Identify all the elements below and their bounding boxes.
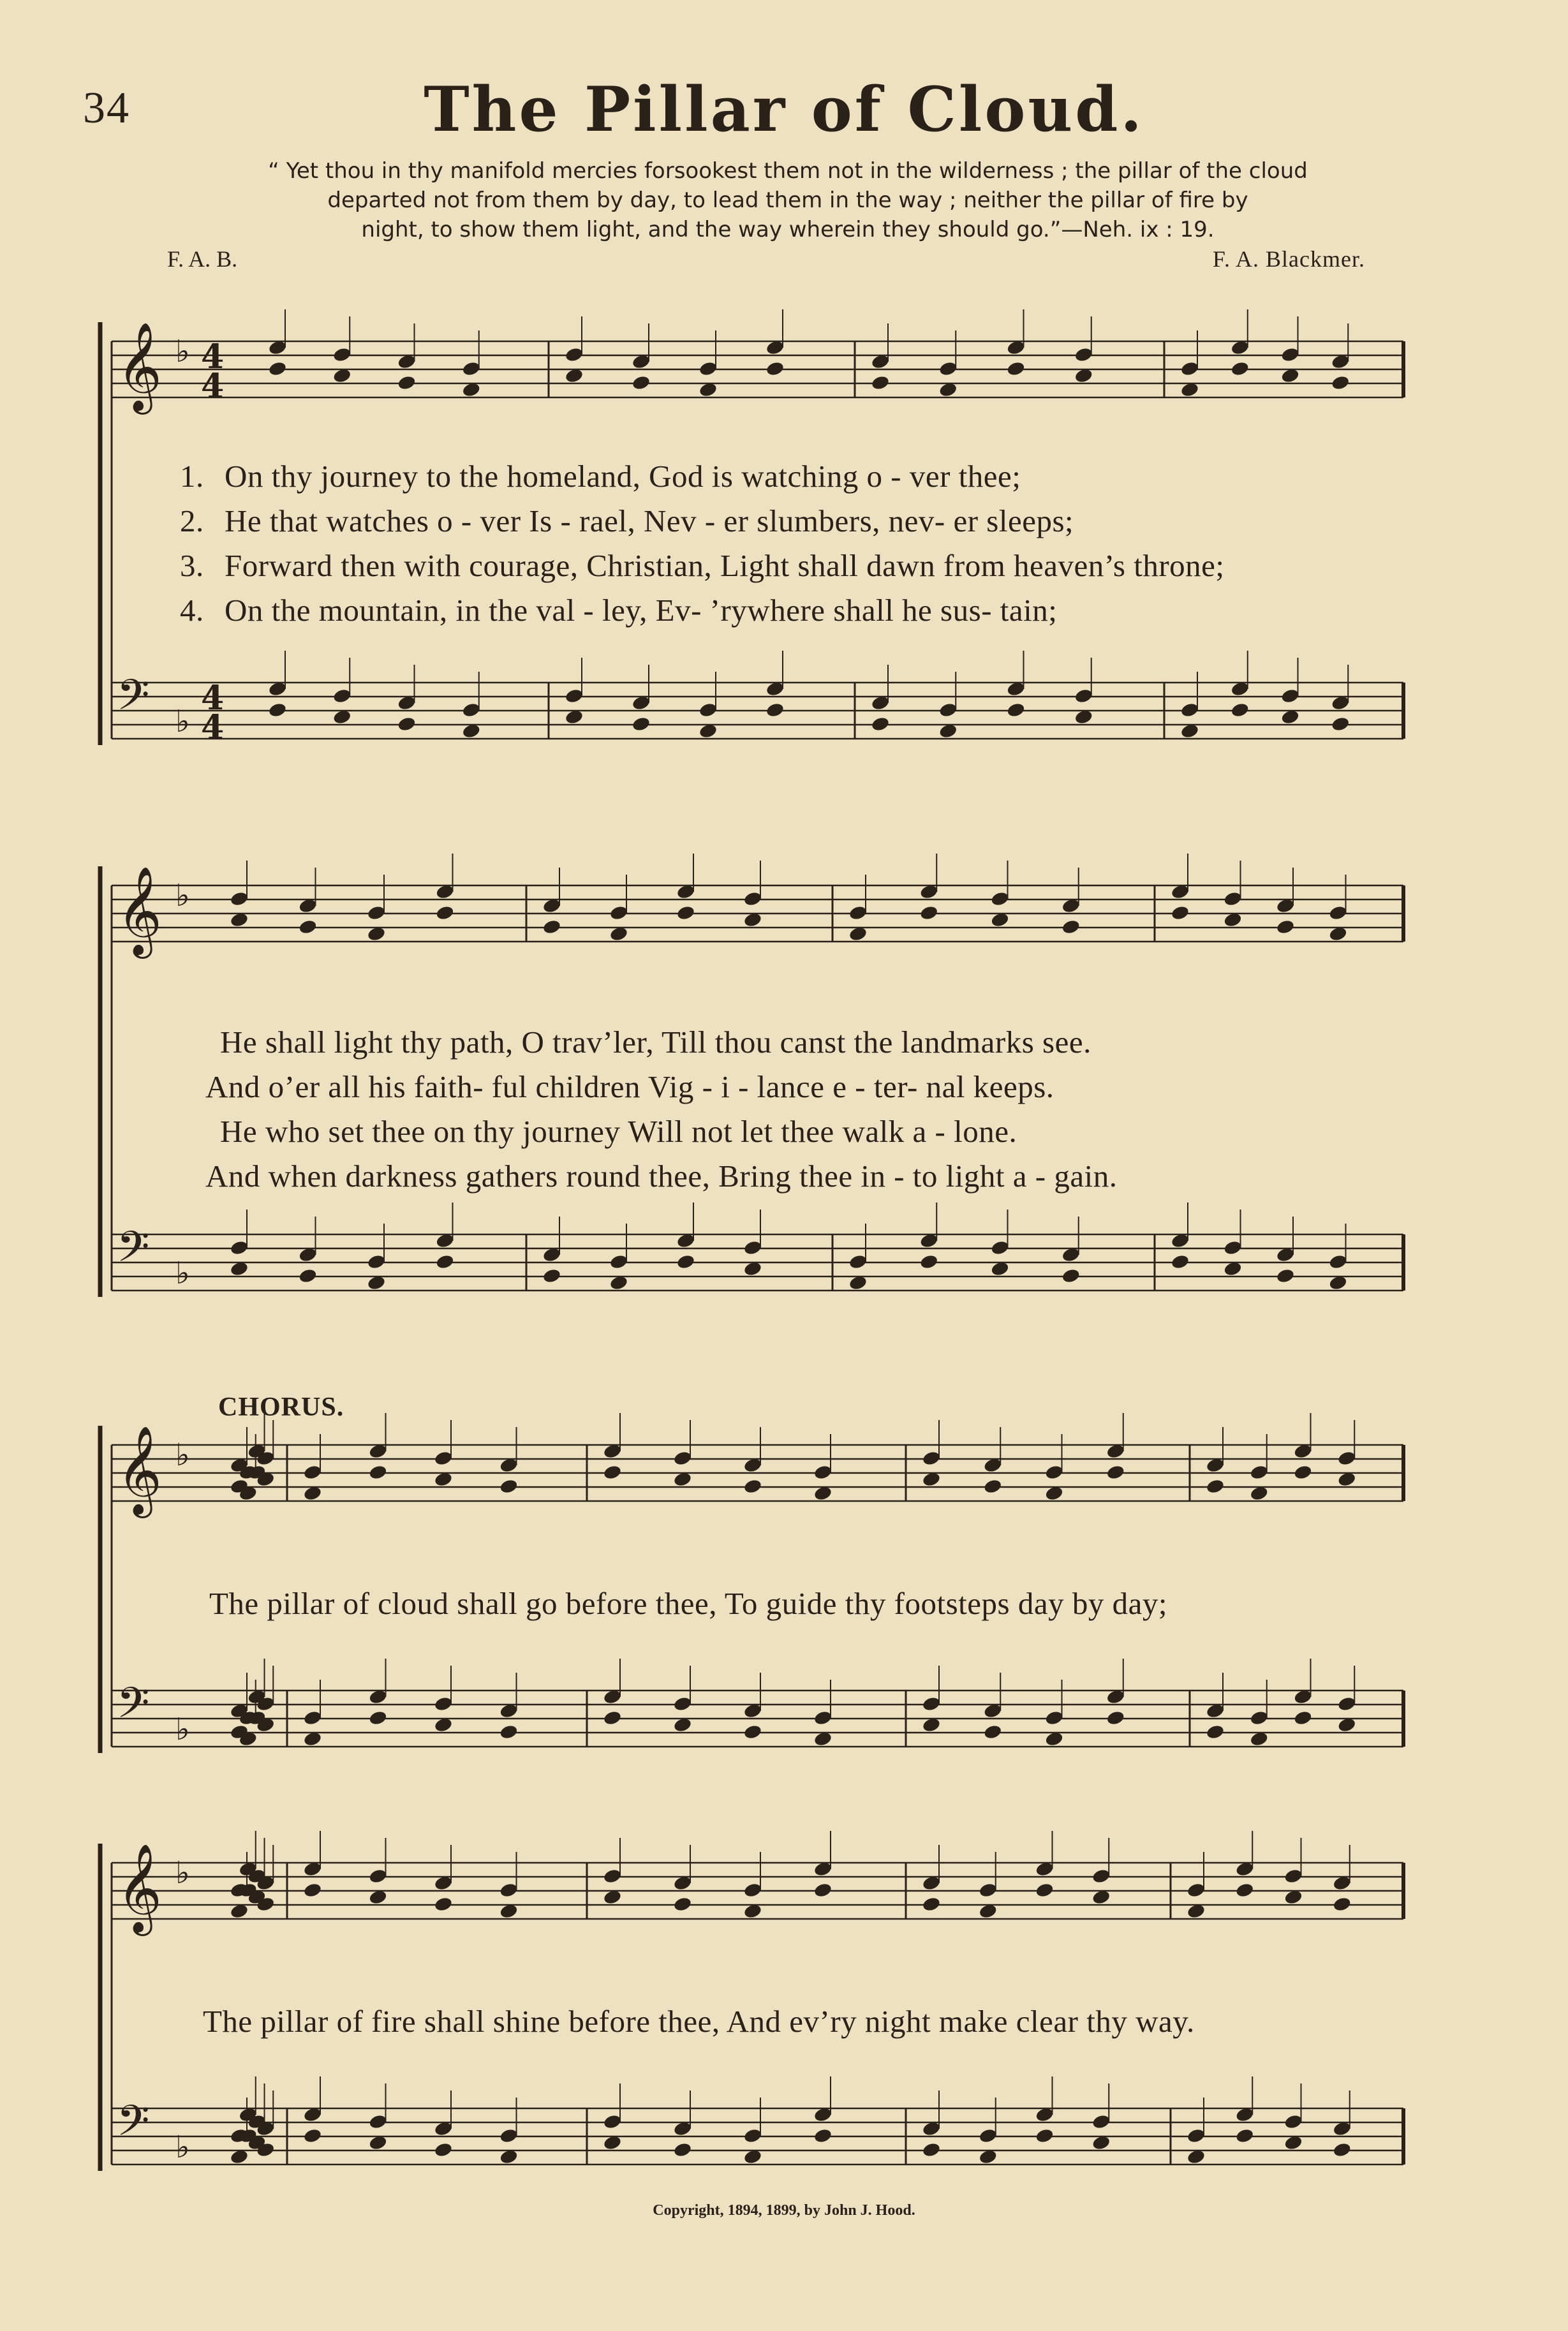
notehead	[813, 1464, 833, 1481]
key-flat: ♭	[175, 1437, 190, 1473]
treble-clef: 𝄞	[117, 322, 162, 411]
notehead	[978, 2128, 998, 2144]
notehead	[565, 688, 584, 704]
notehead	[1106, 1464, 1125, 1481]
bass-clef: 𝄢	[117, 2096, 150, 2156]
notehead	[990, 891, 1010, 907]
notehead	[603, 2113, 623, 2130]
notehead	[673, 1896, 693, 1913]
verse-text: Forward then with courage, Christian, Light shall dawn from heaven’s throne;	[225, 548, 1225, 583]
chorus-label: CHORUS.	[218, 1393, 344, 1422]
notehead	[609, 1254, 629, 1270]
notehead	[1187, 1882, 1206, 1898]
notehead	[368, 1464, 388, 1481]
key-flat: ♭	[175, 1855, 190, 1891]
copyright-notice: Copyright, 1894, 1899, by John J. Hood.	[653, 2202, 915, 2219]
notehead	[766, 360, 785, 377]
notehead	[368, 2113, 388, 2130]
notehead	[368, 1868, 388, 1884]
notehead	[1276, 1268, 1296, 1284]
notehead	[435, 1254, 455, 1270]
notehead	[332, 346, 352, 363]
time-signature: 4	[201, 679, 225, 718]
key-flat: ♭	[175, 878, 190, 914]
notehead	[603, 1710, 623, 1726]
notehead	[743, 1478, 763, 1495]
notehead	[1293, 1464, 1313, 1481]
notehead	[673, 2142, 693, 2158]
notehead	[434, 2142, 454, 2158]
notehead	[1074, 346, 1093, 363]
epigraph-line: “ Yet thou in thy manifold mercies forsookest them not in the wilderness ; the pillar of the cloud	[268, 158, 1308, 184]
verse-2-line-1	[180, 503, 1074, 539]
notehead	[938, 702, 958, 718]
notehead	[813, 1882, 833, 1898]
notehead	[499, 1724, 519, 1740]
treble-clef: 𝄞	[117, 1844, 162, 1932]
notehead	[499, 1478, 519, 1495]
time-signature: 4	[201, 708, 225, 747]
notehead	[922, 1896, 942, 1913]
notehead	[743, 1240, 763, 1256]
notehead	[632, 374, 651, 391]
verse-text: On the mountain, in the val - ley, Ev- ’rywhere shall he sus- tain;	[225, 593, 1058, 628]
notehead	[1235, 1882, 1255, 1898]
notehead	[542, 1268, 562, 1284]
treble-clef: 𝄞	[117, 866, 162, 955]
verse-4-line-2: And when darkness gathers round thee, Bring thee in - to light a - gain.	[205, 1158, 1118, 1194]
notehead	[230, 1240, 249, 1256]
notehead	[367, 905, 387, 921]
notehead	[435, 905, 455, 921]
time-signature: 4	[201, 337, 225, 376]
notehead	[603, 1464, 623, 1481]
notehead	[499, 2128, 519, 2144]
verse-number: 4.	[180, 593, 204, 628]
time-signature: 4	[201, 367, 225, 406]
notehead	[499, 1882, 519, 1898]
notehead	[434, 1450, 454, 1467]
notehead	[1180, 702, 1200, 718]
notehead	[1283, 2113, 1303, 2130]
bass-clef: 𝄢	[117, 1222, 150, 1282]
notehead	[919, 1254, 939, 1270]
notehead	[565, 346, 584, 363]
notehead	[1074, 688, 1093, 704]
notehead	[268, 360, 288, 377]
notehead	[848, 905, 868, 921]
chorus-line-1: The pillar of cloud shall go before thee, To guide thy footsteps day by day;	[209, 1586, 1167, 1621]
key-flat: ♭	[175, 704, 190, 739]
key-flat: ♭	[175, 1712, 190, 1747]
notehead	[1230, 702, 1250, 718]
notehead	[743, 891, 763, 907]
notehead	[1331, 374, 1350, 391]
notehead	[1249, 1464, 1269, 1481]
notehead	[303, 1882, 323, 1898]
notehead	[1332, 1896, 1352, 1913]
verse-number: 1.	[180, 459, 204, 494]
notehead	[983, 1478, 1003, 1495]
notehead	[1091, 2113, 1111, 2130]
notehead	[1106, 1710, 1125, 1726]
notehead	[609, 905, 629, 921]
hymn-title: The Pillar of Cloud.	[424, 73, 1144, 145]
verse-1-line-1	[180, 458, 1021, 494]
notehead	[1337, 1696, 1357, 1712]
notehead	[1230, 360, 1250, 377]
page-number: 34	[83, 84, 130, 133]
notehead	[922, 1696, 942, 1712]
notehead	[673, 1696, 693, 1712]
notehead	[871, 374, 891, 391]
notehead	[1283, 1868, 1303, 1884]
notehead	[368, 1710, 388, 1726]
notehead	[461, 702, 481, 718]
notehead	[673, 1450, 693, 1467]
notehead	[1223, 891, 1243, 907]
notehead	[743, 1882, 763, 1898]
notehead	[699, 360, 718, 377]
verse-2-line-2: And o’er all his faith- ful children Vig - i - lance e - ter- nal keeps.	[205, 1069, 1054, 1104]
notehead	[434, 1696, 454, 1712]
notehead	[871, 716, 891, 732]
notehead	[230, 891, 249, 907]
notehead	[699, 702, 718, 718]
notehead	[1180, 360, 1200, 377]
key-flat: ♭	[175, 334, 190, 369]
key-flat: ♭	[175, 1255, 190, 1291]
notehead	[1006, 360, 1026, 377]
notehead	[813, 2128, 833, 2144]
notehead	[1006, 702, 1026, 718]
notehead	[542, 919, 562, 935]
composer-credit: F. A. Blackmer.	[1212, 246, 1365, 272]
verse-number: 2.	[180, 503, 204, 538]
treble-clef: 𝄞	[117, 1426, 162, 1514]
notehead	[1206, 1724, 1225, 1740]
key-flat: ♭	[175, 2129, 190, 2165]
lyricist-credit: F. A. B.	[167, 246, 238, 272]
notehead	[1187, 2128, 1206, 2144]
notehead	[922, 1450, 942, 1467]
verse-number: 3.	[180, 548, 204, 583]
notehead	[332, 688, 352, 704]
notehead	[1206, 1478, 1225, 1495]
notehead	[1223, 1240, 1243, 1256]
notehead	[1328, 905, 1348, 921]
notehead	[1328, 1254, 1348, 1270]
notehead	[1280, 346, 1300, 363]
notehead	[1171, 905, 1190, 921]
verse-1-line-2: He shall light thy path, O trav’ler, Till thou canst the landmarks see.	[220, 1025, 1091, 1060]
notehead	[676, 905, 696, 921]
notehead	[813, 1710, 833, 1726]
epigraph-line: departed not from them by day, to lead them in the way ; neither the pillar of fire by	[327, 188, 1248, 213]
notehead	[1249, 1710, 1269, 1726]
verse-3-line-2: He who set thee on thy journey Will not let thee walk a - lone.	[220, 1114, 1017, 1149]
notehead	[766, 702, 785, 718]
notehead	[743, 1724, 763, 1740]
notehead	[1044, 1710, 1064, 1726]
verse-text: He that watches o - ver Is - rael, Nev - er slumbers, nev- er sleeps;	[225, 503, 1074, 538]
notehead	[1276, 919, 1296, 935]
notehead	[303, 2128, 323, 2144]
notehead	[1293, 1710, 1313, 1726]
notehead	[1331, 716, 1350, 732]
notehead	[397, 716, 417, 732]
notehead	[978, 1882, 998, 1898]
verse-4-line-1	[180, 592, 1057, 628]
chorus-line-2: The pillar of fire shall shine before thee, And ev’ry night make clear thy way.	[203, 2004, 1195, 2039]
notehead	[1044, 1464, 1064, 1481]
notehead	[848, 1254, 868, 1270]
notehead	[1171, 1254, 1190, 1270]
notehead	[919, 905, 939, 921]
notehead	[303, 1464, 323, 1481]
notehead	[1280, 688, 1300, 704]
verse-text: On thy journey to the homeland, God is watching o - ver thee;	[225, 459, 1021, 494]
notehead	[1332, 2142, 1352, 2158]
epigraph-line: night, to show them light, and the way wherein they should go.”—Neh. ix : 19.	[361, 217, 1215, 242]
notehead	[303, 1710, 323, 1726]
notehead	[397, 374, 417, 391]
verse-3-line-1	[180, 547, 1225, 584]
bass-clef: 𝄢	[117, 1678, 150, 1738]
notehead	[983, 1724, 1003, 1740]
bass-clef: 𝄢	[117, 670, 150, 730]
notehead	[743, 2128, 763, 2144]
notehead	[1235, 2128, 1255, 2144]
notehead	[1035, 1882, 1054, 1898]
notehead	[1061, 1268, 1081, 1284]
notehead	[298, 1268, 318, 1284]
notehead	[938, 360, 958, 377]
notehead	[1061, 919, 1081, 935]
notehead	[922, 2142, 942, 2158]
notehead	[1035, 2128, 1054, 2144]
notehead	[298, 919, 318, 935]
notehead	[434, 1896, 454, 1913]
notehead	[676, 1254, 696, 1270]
music-systems	[100, 309, 1403, 2171]
notehead	[603, 1868, 623, 1884]
notehead	[1337, 1450, 1357, 1467]
notehead	[461, 360, 481, 377]
notehead	[1091, 1868, 1111, 1884]
notehead	[268, 702, 288, 718]
notehead	[632, 716, 651, 732]
notehead	[990, 1240, 1010, 1256]
notehead	[367, 1254, 387, 1270]
